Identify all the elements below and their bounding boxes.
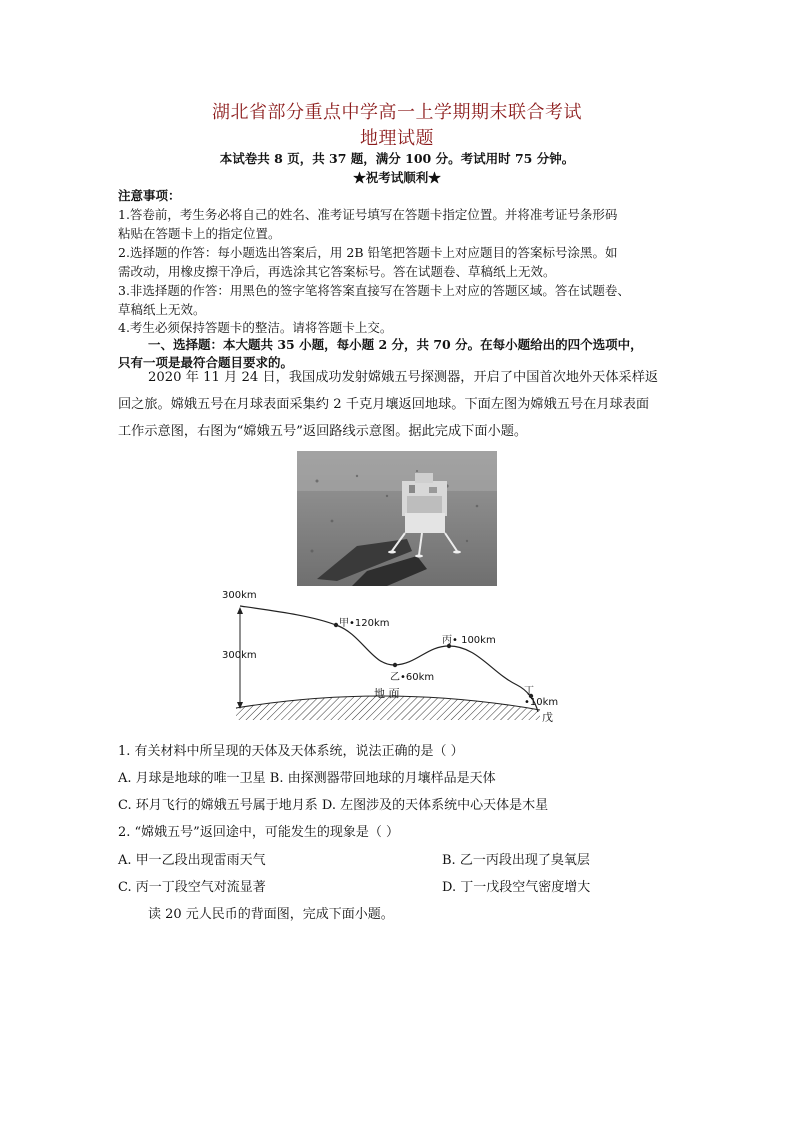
passage-line: 回之旅。嫦娥五号在月球表面采集约 2 千克月壤返回地球。下面左图为嫦娥五号在月球表面 (118, 397, 650, 412)
next-section-intro: 读 20 元人民币的背面图，完成下面小题。 (148, 907, 394, 922)
exam-blessing: ★祝考试顺利★ (353, 170, 441, 185)
exam-info: 本试卷共 8 页，共 37 题，满分 100 分。考试用时 75 分钟。 (219, 151, 575, 166)
lander-photo (297, 451, 497, 586)
label-top: 300km (222, 590, 257, 601)
question-1-options-cd: C. 环月飞行的嫦娥五号属于地月系 D. 左图涉及的天体系统中心天体是木星 (118, 798, 549, 813)
question-2-option-c: C. 丙一丁段空气对流显著 (118, 880, 266, 895)
label-wu: 戊 (542, 711, 553, 724)
section-heading-cont: 只有一项是最符合题目要求的。 (118, 355, 294, 370)
notes-line: 粘贴在答题卡上的指定位置。 (118, 226, 281, 241)
question-2-option-b: B. 乙一丙段出现了臭氧层 (442, 853, 590, 868)
notes-line: 需改动，用橡皮擦干净后，再选涂其它答案标号。答在试题卷、草稿纸上无效。 (118, 264, 556, 279)
label-ground: 地 面 (374, 687, 400, 700)
notes-line: 草稿纸上无效。 (118, 302, 206, 317)
notes-line: 4.考生必须保持答题卡的整洁。请将答题卡上交。 (118, 320, 393, 335)
return-route-diagram (222, 588, 562, 724)
question-2-stem: 2. “嫦娥五号”返回途中，可能发生的现象是（ ） (118, 825, 399, 840)
label-bing: 丙• 100km (442, 635, 496, 646)
question-2-option-d: D. 丁一戊段空气密度增大 (442, 880, 591, 895)
question-2-option-a: A. 甲一乙段出现雷雨天气 (118, 853, 266, 868)
passage-line: 2020 年 11 月 24 日，我国成功发射嫦娥五号探测器，开启了中国首次地外天体采样返 (148, 370, 659, 385)
question-1-stem: 1. 有关材料中所呈现的天体及天体系统，说法正确的是（ ） (118, 744, 464, 759)
label-jia: 甲•120km (339, 618, 390, 629)
label-ding: 丁•10km (524, 686, 559, 708)
exam-title: 湖北省部分重点中学高一上学期期末联合考试 (212, 102, 582, 123)
passage-line: 工作示意图，右图为“嫦娥五号”返回路线示意图。据此完成下面小题。 (118, 424, 528, 439)
label-yi: 乙•60km (390, 672, 435, 683)
notes-line: 3.非选择题的作答：用黑色的签字笔将答案直接写在答题卡上对应的答题区域。答在试题卷、 (118, 283, 630, 298)
section-heading: 一、选择题：本大题共 35 小题，每小题 2 分，共 70 分。在每小题给出的四个选项中， (148, 337, 643, 352)
notes-heading: 注意事项： (118, 188, 181, 203)
label-height: 300km (222, 650, 257, 661)
exam-subject: 地理试题 (360, 128, 434, 149)
notes-line: 2.选择题的作答：每小题选出答案后，用 2B 铅笔把答题卡上对应题目的答案标号涂黑。如 (118, 245, 618, 260)
question-1-options-ab: A. 月球是地球的唯一卫星 B. 由探测器带回地球的月壤样品是天体 (118, 771, 496, 786)
notes-line: 1.答卷前，考生务必将自己的姓名、准考证号填写在答题卡指定位置。并将准考证号条形码 (118, 207, 618, 222)
